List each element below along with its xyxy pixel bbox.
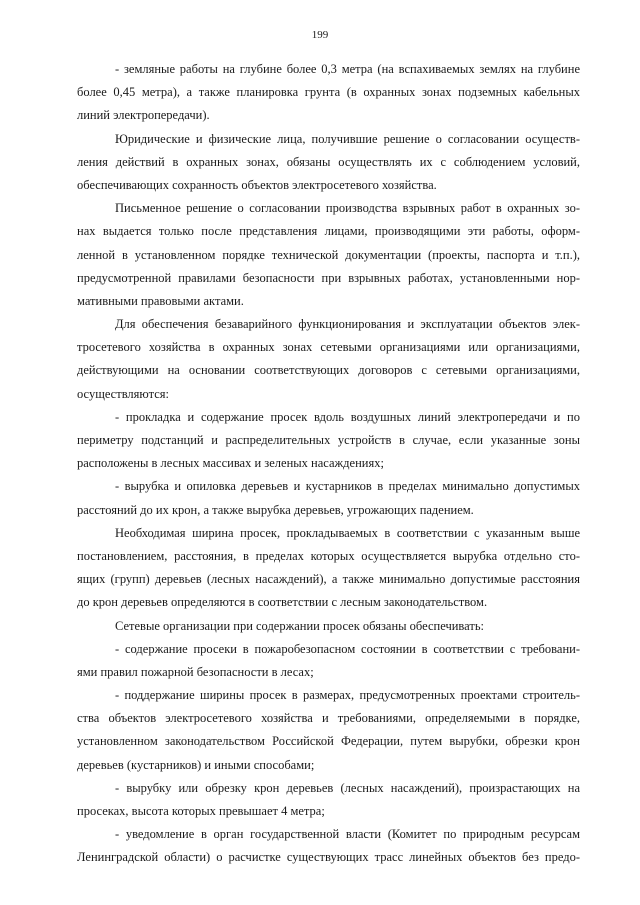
- text-line: Письменное решение о согласовании производства взрывных работ в охранных зо-: [115, 201, 580, 216]
- text-line: - поддержание ширины просек в размерах, предусмотренных проектами строитель-: [115, 688, 580, 703]
- text-line: - вырубку или обрезку крон деревьев (лесных насаждений), произрастающих на: [115, 780, 580, 795]
- text-line: - вырубка и опиловка деревьев и кустарников в пределах минимально допустимых: [115, 479, 580, 494]
- text-line: просеках, высота которых превышает 4 метра;: [77, 804, 325, 818]
- text-line: Ленинградской области) о расчистке существующих трасс линейных объектов без предо-: [77, 850, 580, 865]
- text-line: мативными правовыми актами.: [77, 293, 244, 308]
- text-line: Юридические и физические лица, получившие решение о согласовании осуществ-: [115, 131, 580, 146]
- text-line: тросетевого хозяйства в охранных зонах сетевыми организациями или организациями,: [77, 340, 580, 355]
- page-number: 199: [311, 29, 329, 41]
- text-line: осуществляются:: [77, 386, 169, 401]
- text-line: периметру подстанций и распределительных устройств в случае, если указанные зоны: [77, 433, 580, 447]
- text-line: обеспечивающих сохранность объектов электросетевого хозяйства.: [77, 177, 437, 192]
- text-line: расположены в лесных массивах и зеленых насаждениях;: [77, 456, 384, 471]
- text-line: до крон деревьев определяются в соответствии с лесным законодательством.: [77, 595, 488, 610]
- text-line: ленной в установленном порядке технической документации (проекты, паспорта и т.п.),: [77, 247, 580, 262]
- text-line: Для обеспечения безаварийного функционирования и эксплуатации объектов элек-: [115, 317, 580, 332]
- text-line: установленном законодательством Российской Федерации, путем вырубки, обрезки крон: [77, 734, 580, 749]
- text-line: ления действий в охранных зонах, обязаны осуществлять их с соблюдением условий,: [77, 154, 580, 169]
- text-line: ящих (групп) деревьев (лесных насаждений), а также минимально допустимые расстояния: [77, 572, 580, 587]
- text-line: Необходимая ширина просек, прокладываемых в соответствии с указанным выше: [115, 525, 580, 540]
- text-line: - содержание просеки в пожаробезопасном состоянии в соответствии с требовани-: [115, 641, 580, 656]
- text-line: ства объектов электросетевого хозяйства и требованиями, определяемыми в порядке,: [77, 711, 580, 726]
- text-line: более 0,45 метра), а также планировка грунта (в охранных зонах подземных кабельных: [77, 85, 580, 100]
- body-text: [77, 58, 580, 870]
- text-line: Сетевые организации при содержании просек обязаны обеспечивать:: [115, 618, 485, 633]
- text-line: нах выдается только после представления лицами, производящими эти работы, оформ-: [77, 224, 580, 239]
- text-line: деревьев (кустарников) и иными способами;: [77, 757, 315, 772]
- text-line: линий электропередачи).: [77, 108, 210, 123]
- text-line: - прокладка и содержание просек вдоль воздушных линий электропередачи и по: [115, 409, 580, 424]
- text-line: - земляные работы на глубине более 0,3 метра (на вспахиваемых землях на глубине: [115, 62, 580, 76]
- text-line: предусмотренной правилами безопасности при взрывных работах, установленными нор-: [77, 270, 580, 285]
- text-line: действующими на основании соответствующих договоров с сетевыми организациями,: [77, 363, 580, 378]
- text-line: расстояний до их крон, а также вырубка деревьев, угрожающих падением.: [77, 502, 474, 517]
- text-line: - уведомление в орган государственной власти (Комитет по природным ресурсам: [115, 827, 580, 842]
- text-line: постановлением, расстояния, в пределах которых осуществляется вырубка отдельно сто-: [77, 548, 580, 563]
- text-line: ями правил пожарной безопасности в лесах;: [77, 664, 314, 679]
